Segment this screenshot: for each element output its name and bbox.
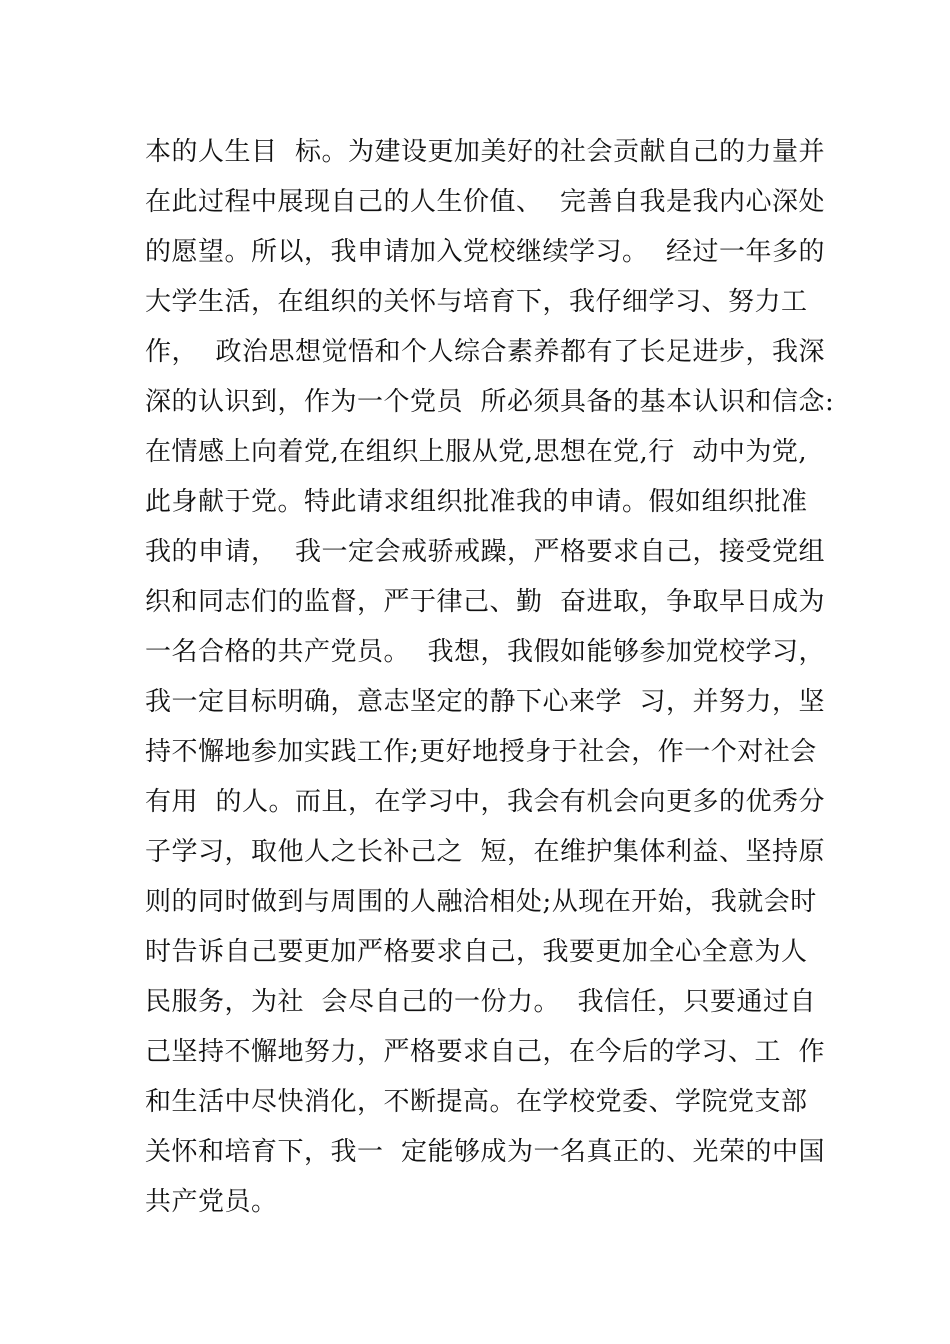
text-line: 的愿望。所以，我申请加入党校继续学习。 经过一年多的 (145, 237, 826, 267)
text-line: 己坚持不懈地努力，严格要求自己，在今后的学习、工 作 (145, 1037, 826, 1067)
text-line: 在此过程中展现自己的人生价值、 完善自我是我内心深处 (145, 187, 826, 217)
text-line: 时告诉自己要更加严格要求自己，我要更加全心全意为人 (145, 937, 808, 967)
text-line: 有用 的人。而且，在学习中，我会有机会向更多的优秀分 (145, 787, 826, 817)
text-line: 和生活中尽快消化，不断提高。在学校党委、学院党支部 (145, 1087, 808, 1117)
text-line: 我的申请， 我一定会戒骄戒躁，严格要求自己，接受党组 (145, 537, 826, 567)
text-line: 则的同时做到与周围的人融洽相处;从现在开始，我就会时 (145, 887, 817, 917)
text-line: 本的人生目 标。为建设更加美好的社会贡献自己的力量并 (145, 137, 826, 167)
body-text (145, 127, 835, 1227)
text-line: 子学习，取他人之长补己之 短，在维护集体利益、坚持原 (145, 837, 826, 867)
text-line: 作， 政治思想觉悟和个人综合素养都有了长足进步，我深 (145, 337, 826, 367)
text-line: 持不懈地参加实践工作;更好地授身于社会，作一个对社会 (145, 737, 817, 767)
text-line: 共产党员。 (145, 1187, 278, 1217)
text-line: 我一定目标明确，意志坚定的静下心来学 习，并努力，坚 (145, 687, 826, 717)
text-line: 大学生活，在组织的关怀与培育下，我仔细学习、努力工 (145, 287, 808, 317)
text-line: 关怀和培育下，我一 定能够成为一名真正的、光荣的中国 (145, 1137, 826, 1167)
text-line: 此身献于党。特此请求组织批准我的申请。假如组织批准 (145, 487, 808, 517)
text-line: 一名合格的共产党员。 我想，我假如能够参加党校学习， (145, 637, 826, 667)
text-line: 在情感上向着党,在组织上服从党,思想在党,行 动中为党, (145, 437, 808, 467)
text-line: 织和同志们的监督，严于律己、勤 奋进取，争取早日成为 (145, 587, 826, 617)
text-line: 深的认识到，作为一个党员 所必须具备的基本认识和信念: (145, 387, 835, 417)
text-line: 民服务，为社 会尽自己的一份力。 我信任，只要通过自 (145, 987, 817, 1017)
